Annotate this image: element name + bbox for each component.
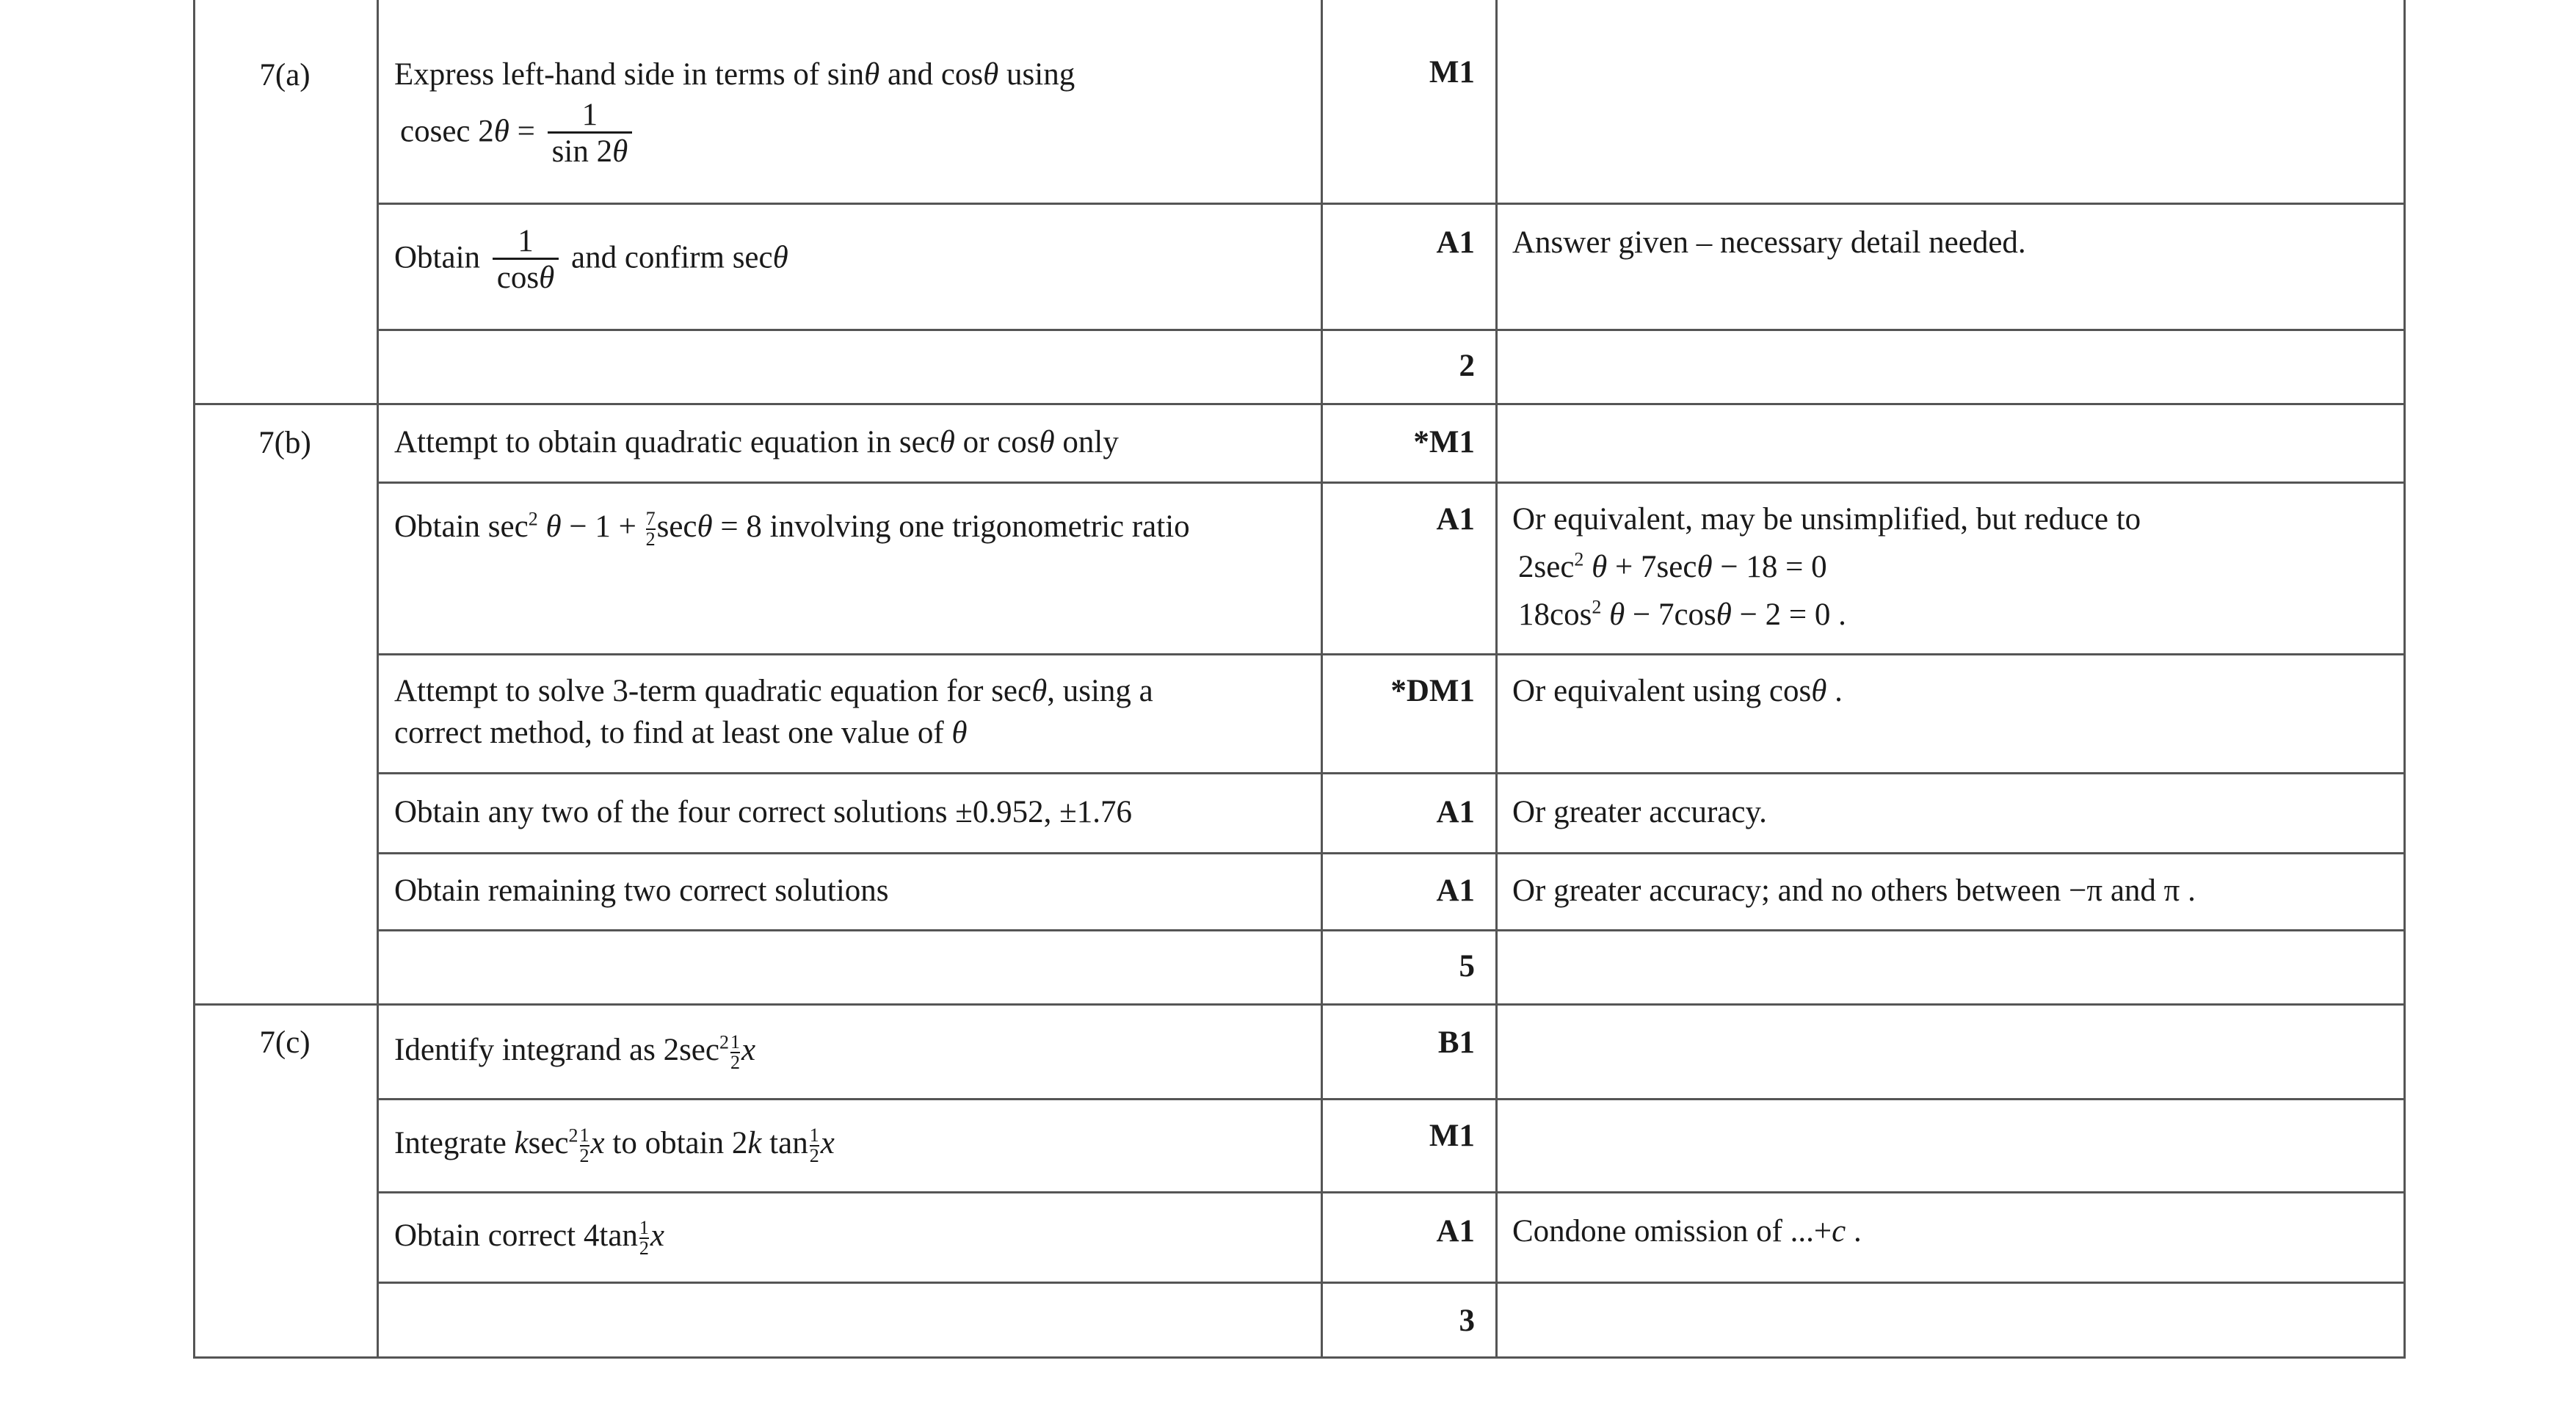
mark: *DM1: [1390, 674, 1475, 708]
row-divider: [377, 1282, 2406, 1284]
fraction: $\frac{1}{2}$: [579, 1124, 589, 1167]
mark-total: 5: [1459, 949, 1475, 984]
question-number: 7(a): [259, 58, 311, 92]
question-divider: [193, 1003, 2406, 1006]
fraction: $\frac{1}{2}$: [639, 1217, 649, 1260]
answer-text: Identify integrand as $2\sec^2$ $\frac{1}{2}$ x: [394, 1031, 756, 1074]
mark-scheme-table: [193, 0, 2406, 1359]
mark: M1: [1429, 1119, 1475, 1153]
answer-text: Obtain $\frac{1}{\cos\theta}$ and confirm secθ: [394, 224, 788, 296]
row-divider: [377, 929, 2406, 931]
mark-total: 2: [1459, 349, 1475, 383]
fraction: $\frac{1}{\cos\theta}$: [493, 225, 559, 297]
answer-text: Attempt to obtain quadratic equation in secθ or cosθ only: [394, 425, 1119, 459]
mark: A1: [1436, 1214, 1475, 1249]
guidance-formula: $2\sec^2$ θ + 7secθ − 18 = 0: [1518, 548, 1827, 584]
fraction: $\frac{7}{2}$: [645, 508, 656, 550]
row-divider: [377, 1191, 2406, 1193]
mark-total: 3: [1459, 1304, 1475, 1338]
mark: *M1: [1413, 425, 1475, 459]
answer-text: Obtain correct 4tan $\frac{1}{2}$ x: [394, 1217, 665, 1260]
fraction: $\frac{1}{2}$: [809, 1124, 819, 1167]
fraction: $\frac{1}{2}$: [730, 1031, 740, 1074]
mark: B1: [1437, 1025, 1475, 1060]
answer-text: Obtain remaining two correct solutions: [394, 873, 889, 908]
guidance-text: Or equivalent, may be unsimplified, but reduce to: [1512, 502, 2141, 537]
guidance-text: Answer given – necessary detail needed.: [1512, 225, 2026, 260]
mark: A1: [1436, 502, 1475, 537]
table-border-left: [193, 0, 195, 1359]
guidance-text: Condone omission of ...+c .: [1512, 1214, 1862, 1249]
row-divider: [377, 1098, 2406, 1100]
table-border-bottom: [193, 1356, 2406, 1359]
mark: M1: [1429, 55, 1475, 90]
row-divider: [377, 481, 2406, 484]
answer-formula: cosec 2θ = $\frac{1}{\sin 2\theta}$: [400, 98, 636, 170]
question-number: 7(c): [259, 1025, 311, 1060]
answer-text: Obtain any two of the four correct solutions ±0.952, ±1.76: [394, 795, 1132, 829]
row-divider: [377, 852, 2406, 854]
row-divider: [377, 653, 2406, 655]
guidance-text: Or greater accuracy; and no others between −π and π .: [1512, 873, 2196, 908]
guidance-formula: $18\cos^2$ θ − 7cosθ − 2 = 0 .: [1518, 596, 1846, 632]
row-divider: [377, 203, 2406, 205]
guidance-text: Or equivalent using cosθ .: [1512, 674, 1843, 708]
row-divider: [377, 772, 2406, 774]
mark: A1: [1436, 795, 1475, 829]
answer-text: Obtain $\sec^2 \theta - 1$ + $\frac{7}{2}$ secθ = 8 involving one trigonometric ratio: [394, 508, 1190, 550]
question-divider: [193, 403, 2406, 405]
question-number: 7(b): [258, 426, 311, 460]
mark: A1: [1436, 873, 1475, 908]
mark: A1: [1436, 225, 1475, 260]
answer-text: Attempt to solve 3-term quadratic equation for secθ, using a: [394, 674, 1153, 708]
row-divider: [377, 329, 2406, 331]
guidance-text: Or greater accuracy.: [1512, 795, 1767, 829]
answer-text: Express left-hand side in terms of sinθ and cosθ using: [394, 57, 1075, 92]
fraction: $\frac{1}{\sin 2\theta}$: [548, 98, 633, 170]
answer-text: Integrate ksec$^2$ $\frac{1}{2}$ x to obtain 2k tan $\frac{1}{2}$ x: [394, 1124, 835, 1167]
answer-text: correct method, to find at least one value of θ: [394, 716, 968, 750]
